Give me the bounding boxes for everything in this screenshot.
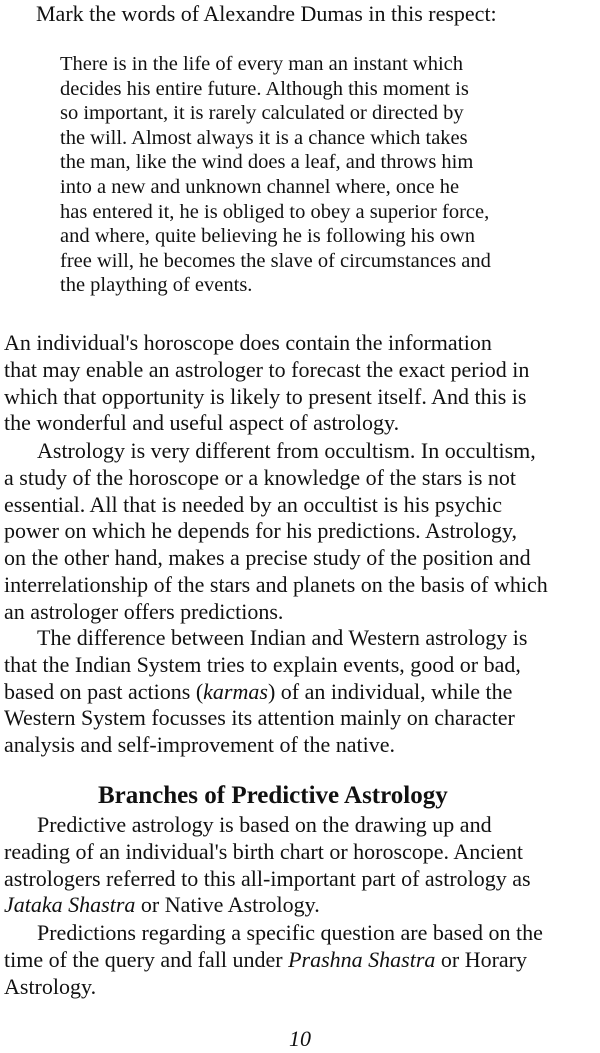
paragraph-line: Predictions regarding a specific question are based on the bbox=[37, 920, 543, 945]
italic-term-jataka-shastra: Jataka Shastra bbox=[4, 892, 136, 918]
dumas-quote bbox=[60, 52, 548, 298]
paragraph-line: reading of an individual's birth chart or horoscope. Ancient bbox=[4, 838, 523, 864]
italic-term-karmas: karmas bbox=[203, 678, 268, 704]
text-run: based on past actions ( bbox=[4, 678, 204, 704]
paragraph-line: the wonderful and useful aspect of astrology. bbox=[4, 410, 400, 436]
text-run: or Native Astrology. bbox=[135, 892, 320, 918]
text-run: time of the query and fall under bbox=[4, 946, 289, 972]
paragraph-line: Predictive astrology is based on the drawing up and bbox=[37, 812, 492, 837]
paragraph-line: Astrology. bbox=[4, 973, 97, 999]
paragraph-line bbox=[4, 947, 598, 974]
paragraph-line: essential. All that is needed by an occultist is his psychic bbox=[4, 491, 502, 517]
quote-line: and where, quite believing he is following his own bbox=[60, 225, 476, 248]
paragraph-line: interrelationship of the stars and planets on the basis of which bbox=[4, 571, 548, 597]
paragraph-occultism bbox=[4, 438, 598, 626]
paragraph-difference bbox=[4, 625, 598, 759]
quote-line: the plaything of events. bbox=[60, 274, 253, 297]
quote-line: decides his entire future. Although this moment is bbox=[60, 77, 469, 100]
quote-line: the will. Almost always it is a chance which takes bbox=[60, 126, 468, 149]
paragraph-line: Western System focusses its attention mainly on character bbox=[4, 705, 515, 731]
paragraph-line: a study of the horoscope or a knowledge of the stars is not bbox=[4, 464, 516, 490]
quote-line: into a new and unknown channel where, once he bbox=[60, 175, 460, 198]
paragraph-line: An individual's horoscope does contain the information bbox=[4, 330, 492, 355]
page-number: 10 bbox=[289, 1026, 311, 1051]
italic-term-prashna-shastra: Prashna Shastra bbox=[288, 946, 436, 972]
quote-line: the man, like the wind does a leaf, and throws him bbox=[60, 151, 474, 174]
paragraph-line: analysis and self-improvement of the native. bbox=[4, 732, 395, 758]
paragraph-line: Astrology is very different from occultism. In occultism, bbox=[37, 438, 536, 463]
paragraph-line: power on which he depends for his predictions. Astrology, bbox=[4, 518, 518, 544]
paragraph-query bbox=[4, 920, 598, 1000]
quote-line: has entered it, he is obliged to obey a superior force, bbox=[60, 200, 490, 223]
quote-line: free will, he becomes the slave of circumstances and bbox=[60, 249, 491, 272]
paragraph-line bbox=[4, 679, 598, 706]
paragraph-line: on the other hand, makes a precise study of the position and bbox=[4, 545, 531, 571]
section-heading: Branches of Predictive Astrology bbox=[98, 782, 448, 809]
paragraph-line: astrologers referred to this all-important part of astrology as bbox=[4, 865, 531, 891]
text-run: ) of an individual, while the bbox=[267, 678, 513, 704]
intro-line: Mark the words of Alexandre Dumas in this respect: bbox=[36, 1, 497, 26]
paragraph-line: The difference between Indian and Western astrology is bbox=[37, 625, 528, 650]
paragraph-line: that may enable an astrologer to forecast the exact period in bbox=[4, 356, 530, 382]
paragraph-line: an astrologer offers predictions. bbox=[4, 598, 284, 624]
quote-line: so important, it is rarely calculated or directed by bbox=[60, 102, 464, 125]
paragraph-predictive bbox=[4, 812, 598, 919]
paragraph-line: that the Indian System tries to explain events, good or bad, bbox=[4, 651, 521, 677]
paragraph-line: which that opportunity is likely to present itself. And this is bbox=[4, 383, 527, 409]
paragraph-line bbox=[4, 892, 598, 919]
paragraph-horoscope bbox=[4, 330, 598, 437]
quote-line: There is in the life of every man an instant which bbox=[60, 53, 464, 75]
text-run: or Horary bbox=[435, 946, 528, 972]
